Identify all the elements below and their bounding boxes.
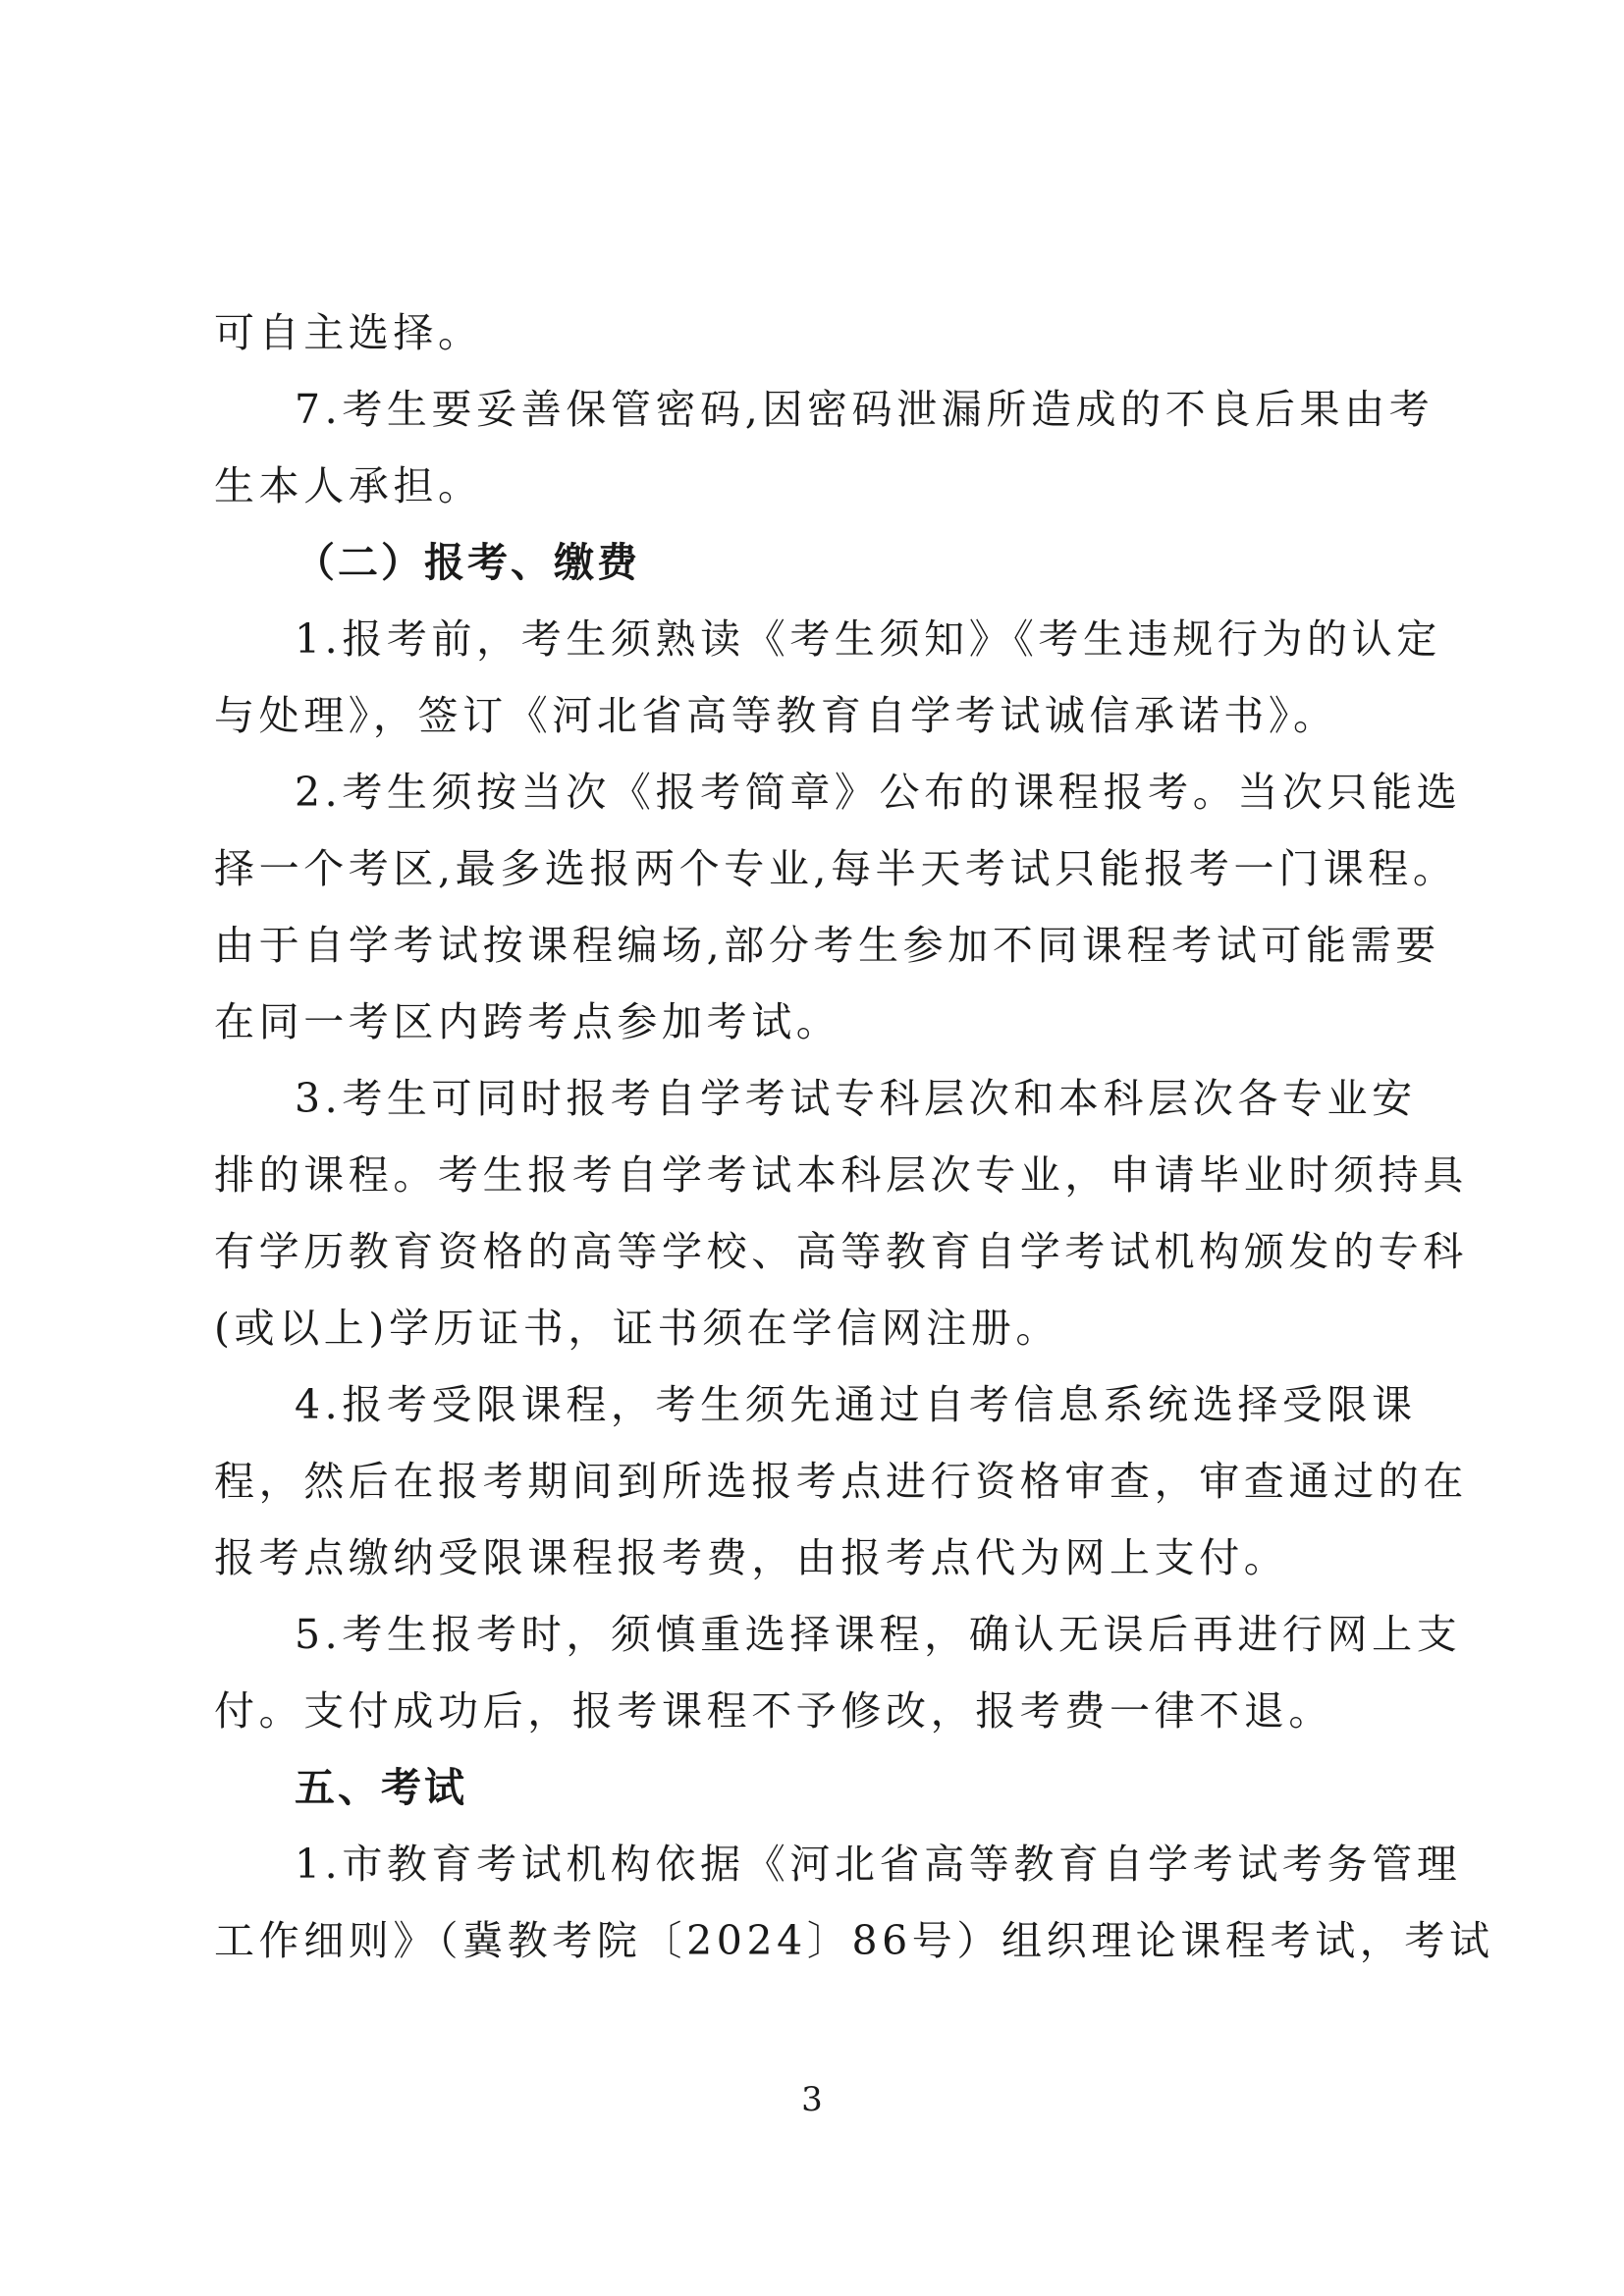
section-subheading: （二）报考、缴费 bbox=[295, 539, 640, 586]
paragraph-line: 由于自学考试按课程编场,部分考生参加不同课程考试可能需要 bbox=[214, 922, 1440, 969]
paragraph-line: 可自主选择。 bbox=[214, 309, 483, 356]
paragraph-line: 2.考生须按当次《报考简章》公布的课程报考。当次只能选 bbox=[295, 769, 1462, 816]
paragraph-line: 3.考生可同时报考自学考试专科层次和本科层次各专业安 bbox=[295, 1075, 1417, 1122]
paragraph-line: 有学历教育资格的高等学校、高等教育自学考试机构颁发的专科 bbox=[214, 1228, 1468, 1275]
paragraph-line: 生本人承担。 bbox=[214, 462, 483, 509]
paragraph-line: 在同一考区内跨考点参加考试。 bbox=[214, 998, 841, 1045]
paragraph-line: 5.考生报考时，须慎重选择课程，确认无误后再进行网上支 bbox=[295, 1611, 1462, 1658]
paragraph-line: 工作细则》（冀教考院〔2024〕86号）组织理论课程考试，考试 bbox=[214, 1917, 1494, 1964]
paragraph-line: 择一个考区,最多选报两个专业,每半天考试只能报考一门课程。 bbox=[214, 845, 1458, 892]
paragraph-line: 程，然后在报考期间到所选报考点进行资格审查，审查通过的在 bbox=[214, 1458, 1468, 1505]
paragraph-line: 1.报考前，考生须熟读《考生须知》《考生违规行为的认定 bbox=[295, 615, 1441, 663]
paragraph-line: 付。支付成功后，报考课程不予修改，报考费一律不退。 bbox=[214, 1687, 1333, 1735]
paragraph-line: 与处理》，签订《河北省高等教育自学考试诚信承诺书》。 bbox=[214, 692, 1338, 739]
paragraph-line: 7.考生要妥善保管密码,因密码泄漏所造成的不良后果由考 bbox=[295, 386, 1435, 433]
paragraph-line: 排的课程。考生报考自学考试本科层次专业，申请毕业时须持具 bbox=[214, 1151, 1468, 1199]
paragraph-line: 1.市教育考试机构依据《河北省高等教育自学考试考务管理 bbox=[295, 1841, 1462, 1888]
page-number: 3 bbox=[801, 2080, 823, 2119]
paragraph-line: (或以上)学历证书，证书须在学信网注册。 bbox=[214, 1305, 1060, 1352]
paragraph-line: 4.报考受限课程，考生须先通过自考信息系统选择受限课 bbox=[295, 1381, 1417, 1428]
section-heading: 五、考试 bbox=[295, 1764, 467, 1811]
paragraph-line: 报考点缴纳受限课程报考费，由报考点代为网上支付。 bbox=[214, 1534, 1289, 1581]
